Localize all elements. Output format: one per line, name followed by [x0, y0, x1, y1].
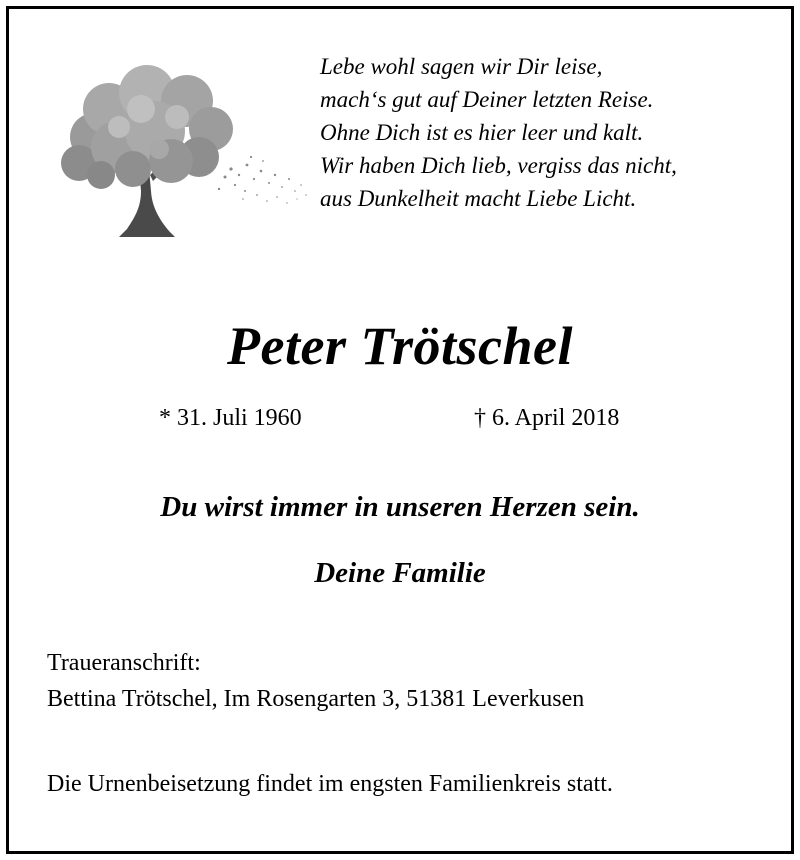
memorial-poem	[320, 50, 677, 215]
poem-line: Ohne Dich ist es hier leer und kalt.	[320, 120, 644, 145]
address-label: Traueranschrift:	[47, 650, 201, 676]
poem-line: Lebe wohl sagen wir Dir leise,	[320, 54, 603, 79]
deceased-name: Peter Trötschel	[227, 316, 573, 376]
death-date: † 6. April 2018	[474, 405, 620, 431]
closing-line: Du wirst immer in unseren Herzen sein.	[160, 491, 640, 523]
funeral-note: Die Urnenbeisetzung findet im engsten Familienkreis statt.	[47, 771, 613, 797]
signature: Deine Familie	[314, 557, 486, 589]
obituary-notice	[6, 6, 794, 854]
poem-line: mach‘s gut auf Deiner letzten Reise.	[320, 87, 654, 112]
birth-date: * 31. Juli 1960	[159, 405, 302, 431]
poem-line: Wir haben Dich lieb, vergiss das nicht,	[320, 153, 677, 178]
mourning-address: Bettina Trötschel, Im Rosengarten 3, 51381 Leverkusen	[47, 686, 585, 712]
tree-icon	[49, 57, 311, 245]
poem-line: aus Dunkelheit macht Liebe Licht.	[320, 186, 637, 211]
